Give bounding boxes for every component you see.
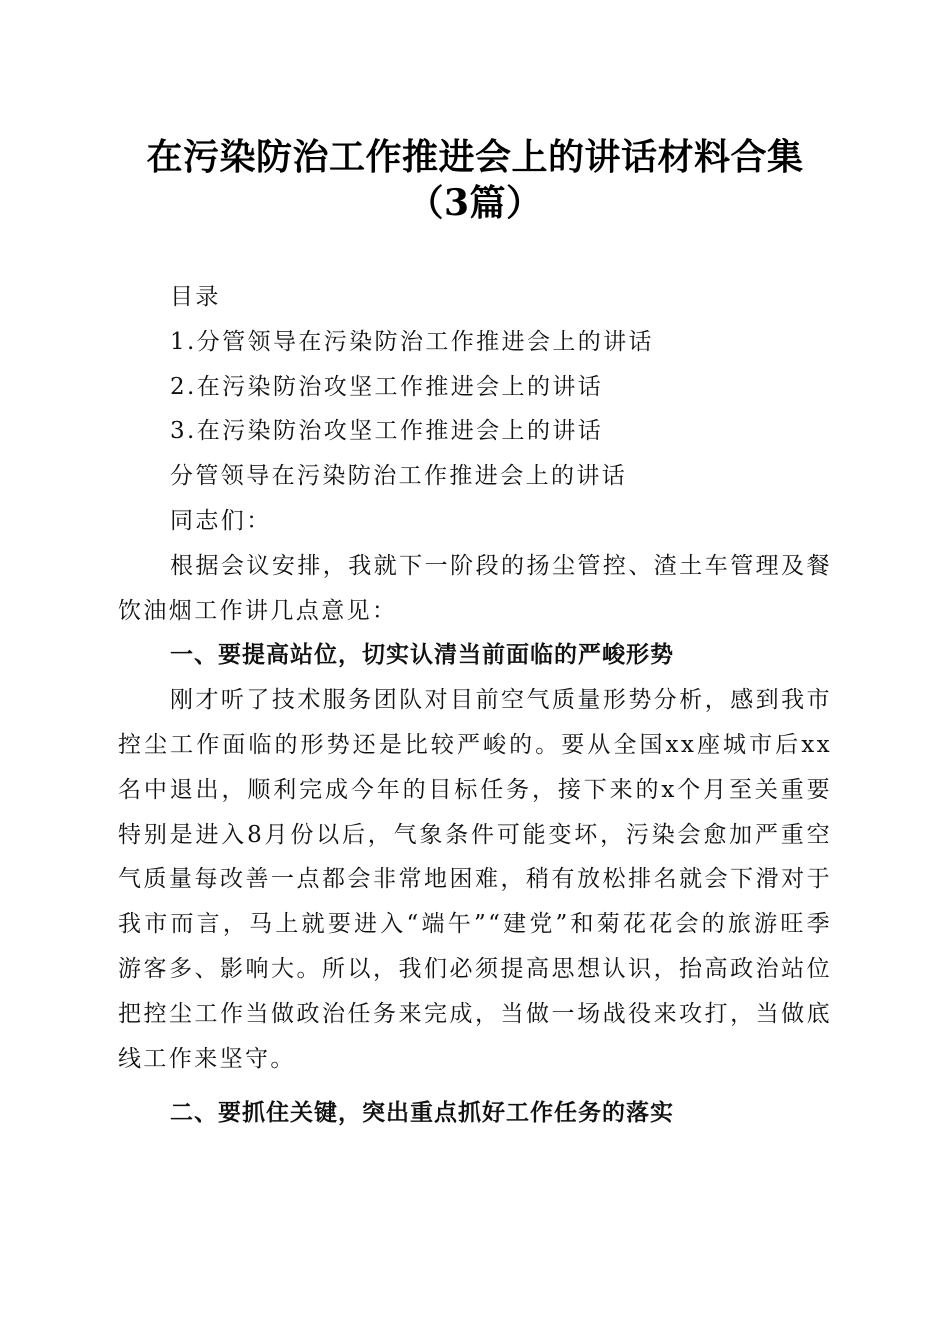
- intro-paragraph: 根据会议安排，我就下一阶段的扬尘管控、渣土车管理及餐饮油烟工作讲几点意见：: [118, 552, 832, 624]
- document-body: [118, 275, 832, 1136]
- toc-heading: 目录: [170, 284, 221, 310]
- section-heading-1: 一、要提高站位，切实认清当前面临的严峻形势: [170, 642, 674, 669]
- toc-item-2: 2.在污染防治攻坚工作推进会上的讲话: [170, 373, 604, 400]
- section-paragraph-1: 刚才听了技术服务团队对目前空气质量形势分析，感到我市控尘工作面临的形势还是比较严峻的。要从全国xx座城市后xx名中退出，顺利完成今年的目标任务，接下来的x个月至关重要特别是进入8月份以后，气象条件可能变坏，污染会愈加严重空气质量每改善一点都会非常地困难，稍有放松排名就会下滑对于我市而言，马上就要进入“端午”“建党”和菊花花会的旅游旺季游客多、影响大。所以，我们必须提高思想认识，抬高政治站位把控尘工作当做政治任务来完成，当做一场战役来攻打，当做底线工作来坚守。: [118, 687, 832, 1072]
- toc-item-3: 3.在污染防治攻坚工作推进会上的讲话: [170, 418, 604, 445]
- salutation: 同志们：: [170, 507, 272, 534]
- toc-item-1: 1.分管领导在污染防治工作推进会上的讲话: [170, 328, 654, 355]
- section-heading-2: 二、要抓住关键，突出重点抓好工作任务的落实: [170, 1100, 674, 1127]
- document-title: 在污染防治工作推进会上的讲话材料合集（3篇）: [146, 136, 804, 224]
- speech-title: 分管领导在污染防治工作推进会上的讲话: [170, 463, 628, 490]
